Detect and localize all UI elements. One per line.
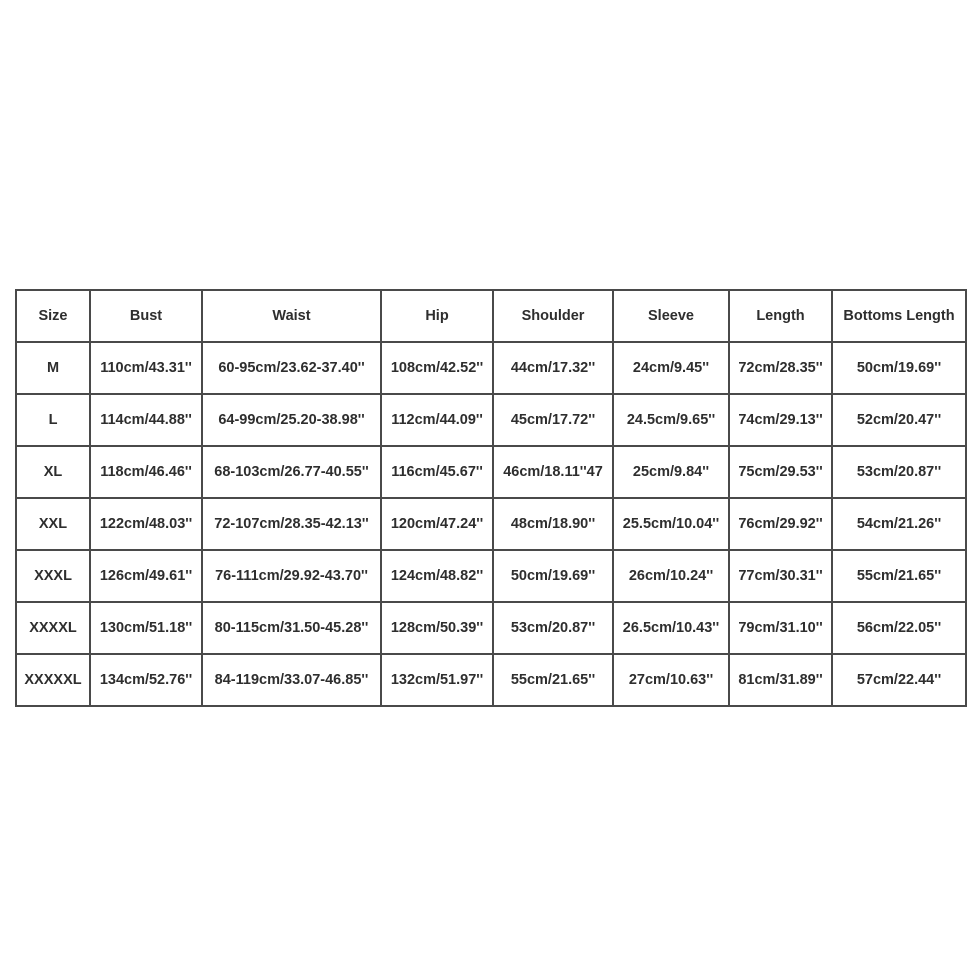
cell-waist: 72-107cm/28.35-42.13'': [202, 498, 381, 550]
header-bust: Bust: [90, 290, 202, 342]
cell-sleeve: 25cm/9.84'': [613, 446, 729, 498]
cell-waist: 64-99cm/25.20-38.98'': [202, 394, 381, 446]
cell-hip: 124cm/48.82'': [381, 550, 493, 602]
cell-hip: 108cm/42.52'': [381, 342, 493, 394]
cell-size: XL: [16, 446, 90, 498]
header-sleeve: Sleeve: [613, 290, 729, 342]
cell-waist: 60-95cm/23.62-37.40'': [202, 342, 381, 394]
cell-bottoms-length: 50cm/19.69'': [832, 342, 966, 394]
size-chart-body: [16, 342, 966, 706]
cell-bust: 110cm/43.31'': [90, 342, 202, 394]
header-row: [16, 290, 966, 342]
cell-shoulder: 46cm/18.11''47: [493, 446, 613, 498]
table-row: [16, 446, 966, 498]
table-row: [16, 394, 966, 446]
cell-length: 72cm/28.35'': [729, 342, 832, 394]
table-row: [16, 498, 966, 550]
cell-size: XXXL: [16, 550, 90, 602]
cell-sleeve: 24cm/9.45'': [613, 342, 729, 394]
cell-hip: 132cm/51.97'': [381, 654, 493, 706]
cell-size: XXXXL: [16, 602, 90, 654]
cell-size: XXL: [16, 498, 90, 550]
cell-length: 76cm/29.92'': [729, 498, 832, 550]
cell-bust: 126cm/49.61'': [90, 550, 202, 602]
cell-shoulder: 44cm/17.32'': [493, 342, 613, 394]
header-size: Size: [16, 290, 90, 342]
cell-bust: 122cm/48.03'': [90, 498, 202, 550]
cell-length: 79cm/31.10'': [729, 602, 832, 654]
header-waist: Waist: [202, 290, 381, 342]
cell-bust: 118cm/46.46'': [90, 446, 202, 498]
table-row: [16, 602, 966, 654]
cell-shoulder: 55cm/21.65'': [493, 654, 613, 706]
cell-length: 75cm/29.53'': [729, 446, 832, 498]
cell-bust: 134cm/52.76'': [90, 654, 202, 706]
cell-waist: 80-115cm/31.50-45.28'': [202, 602, 381, 654]
cell-waist: 68-103cm/26.77-40.55'': [202, 446, 381, 498]
table-row: [16, 654, 966, 706]
cell-bust: 114cm/44.88'': [90, 394, 202, 446]
cell-bottoms-length: 57cm/22.44'': [832, 654, 966, 706]
cell-bottoms-length: 55cm/21.65'': [832, 550, 966, 602]
header-length: Length: [729, 290, 832, 342]
cell-shoulder: 50cm/19.69'': [493, 550, 613, 602]
cell-bottoms-length: 56cm/22.05'': [832, 602, 966, 654]
cell-bottoms-length: 52cm/20.47'': [832, 394, 966, 446]
cell-shoulder: 48cm/18.90'': [493, 498, 613, 550]
header-shoulder: Shoulder: [493, 290, 613, 342]
cell-bottoms-length: 54cm/21.26'': [832, 498, 966, 550]
size-chart-header: [16, 290, 966, 342]
cell-sleeve: 24.5cm/9.65'': [613, 394, 729, 446]
table-row: [16, 550, 966, 602]
table-row: [16, 342, 966, 394]
cell-size: L: [16, 394, 90, 446]
cell-length: 74cm/29.13'': [729, 394, 832, 446]
cell-sleeve: 26.5cm/10.43'': [613, 602, 729, 654]
cell-hip: 120cm/47.24'': [381, 498, 493, 550]
cell-size: XXXXXL: [16, 654, 90, 706]
cell-hip: 128cm/50.39'': [381, 602, 493, 654]
header-bottoms-length: Bottoms Length: [832, 290, 966, 342]
cell-hip: 116cm/45.67'': [381, 446, 493, 498]
cell-bust: 130cm/51.18'': [90, 602, 202, 654]
cell-hip: 112cm/44.09'': [381, 394, 493, 446]
cell-size: M: [16, 342, 90, 394]
cell-shoulder: 53cm/20.87'': [493, 602, 613, 654]
header-hip: Hip: [381, 290, 493, 342]
cell-sleeve: 27cm/10.63'': [613, 654, 729, 706]
cell-bottoms-length: 53cm/20.87'': [832, 446, 966, 498]
cell-length: 77cm/30.31'': [729, 550, 832, 602]
cell-shoulder: 45cm/17.72'': [493, 394, 613, 446]
cell-sleeve: 25.5cm/10.04'': [613, 498, 729, 550]
cell-waist: 76-111cm/29.92-43.70'': [202, 550, 381, 602]
size-chart-table: [15, 289, 967, 707]
cell-sleeve: 26cm/10.24'': [613, 550, 729, 602]
cell-waist: 84-119cm/33.07-46.85'': [202, 654, 381, 706]
cell-length: 81cm/31.89'': [729, 654, 832, 706]
